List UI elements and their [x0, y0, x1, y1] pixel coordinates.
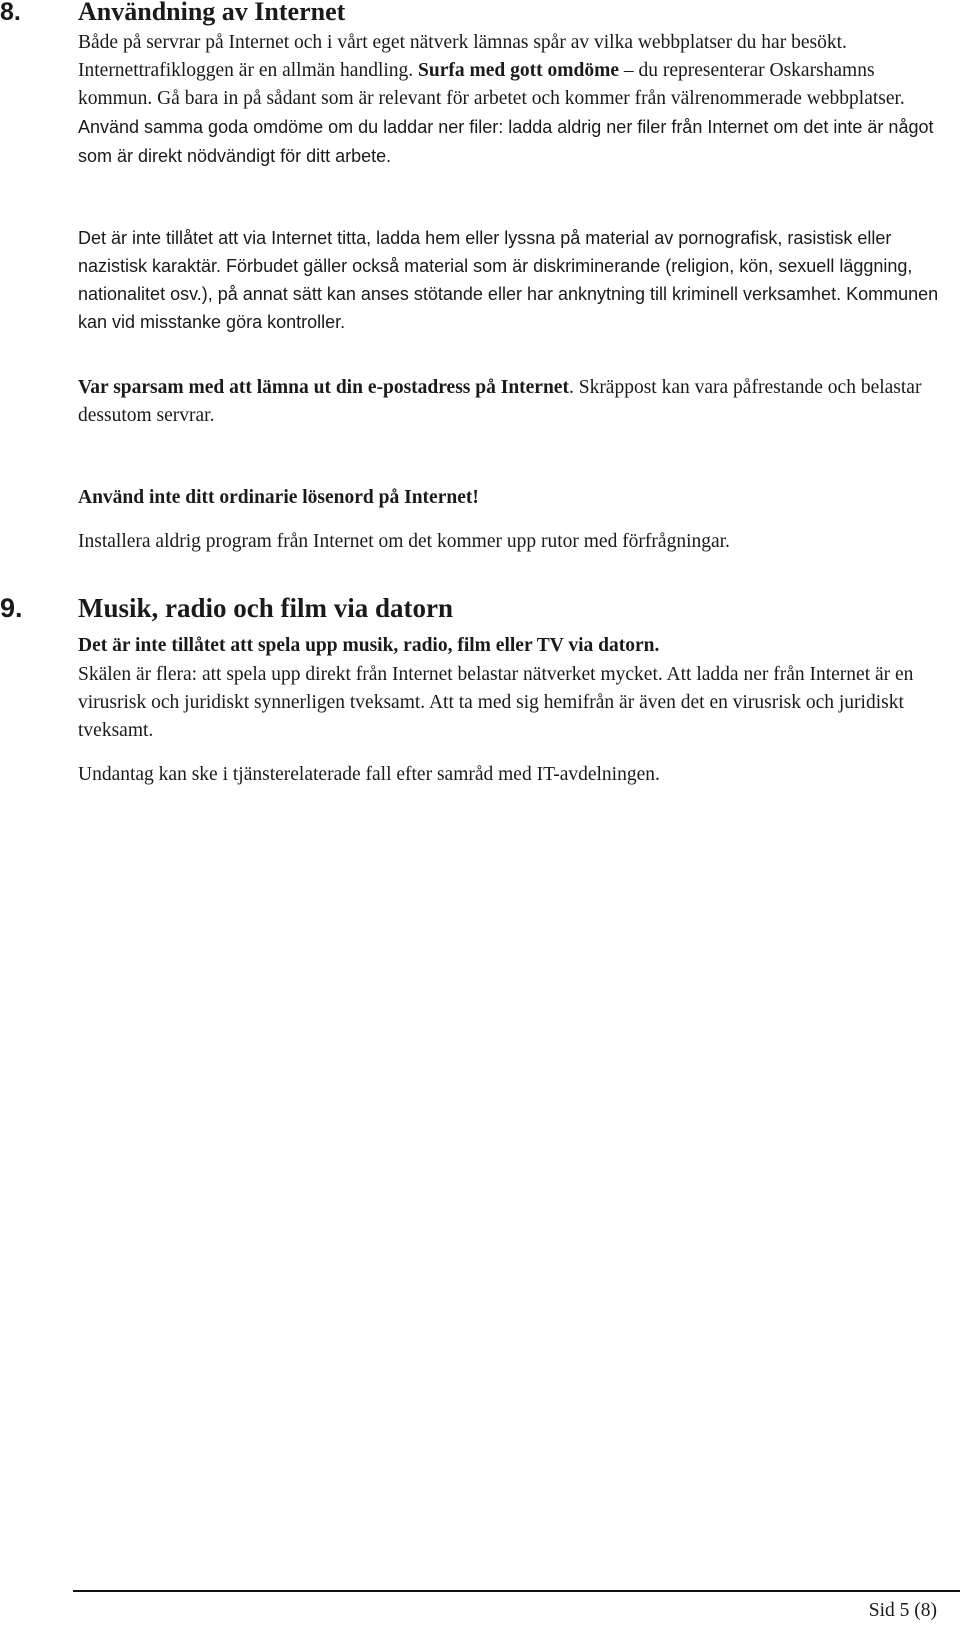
p5-text: Installera aldrig program från Internet om det kommer upp rutor med förfrågningar. [78, 531, 730, 552]
section-9-heading [0, 593, 453, 623]
p1-text-2: – du representerar Oskarshamns kommun. Gå bara in på sådant som är relevant för arbetet och kommer från välrenommerade webbplatser. [78, 60, 905, 109]
p3-bold: Var sparsam med att lämna ut din e-postadress på Internet [78, 377, 569, 398]
section-8-paragraph-3 [78, 374, 948, 430]
section-8-heading [0, 0, 345, 27]
section-9-number: 9. [0, 593, 23, 623]
p1-text-1: Både på servrar på Internet och i vårt eget nätverk lämnas spår av vilka webbplatser du har besökt. Internettrafikloggen är en allmän handling. [78, 32, 847, 81]
section-8-paragraph-5 [78, 528, 948, 556]
section-9-paragraph-1 [78, 632, 948, 660]
s9-p1-bold: Det är inte tillåtet att spela upp musik, radio, film eller TV via datorn. [78, 635, 660, 656]
footer-rule [73, 1590, 960, 1592]
section-9-paragraph-2 [78, 661, 948, 745]
p1-bold: Surfa med gott omdöme [418, 60, 619, 81]
p2-text: Det är inte tillåtet att via Internet titta, ladda hem eller lyssna på material av pornografisk, rasistisk eller nazistisk karaktär. Förbudet gäller också material som är diskriminerande (religion, kön, sexuell läggning, nationalitet osv.), på annat sätt kan anses stötande eller har anknytning till kriminell verksamhet. Kommunen kan vid misstanke göra kontroller. [78, 228, 939, 332]
section-8-paragraph-4 [78, 484, 948, 512]
section-8-title: Användning av Internet [78, 0, 346, 26]
section-9-title: Musik, radio och film via datorn [78, 593, 454, 623]
section-8-paragraph-2 [78, 224, 948, 336]
section-8-number: 8. [0, 0, 21, 26]
p4-bold: Använd inte ditt ordinarie lösenord på Internet! [78, 487, 479, 508]
s9-p3-text: Undantag kan ske i tjänsterelaterade fall efter samråd med IT-avdelningen. [78, 764, 660, 785]
section-9-paragraph-3 [78, 761, 948, 789]
s9-p2-text: Skälen är flera: att spela upp direkt från Internet belastar nätverket mycket. Att ladda ner från Internet är en virusrisk och juridiskt synnerligen tveksamt. Att ta med sig hemifrån är även det en virusrisk och juridiskt tveksamt. [78, 664, 914, 741]
section-8-paragraph-1 [78, 29, 948, 171]
p1-text-3: Använd samma goda omdöme om du laddar ner filer: ladda aldrig ner filer från Internet om det inte är något som är direkt nödvändigt för ditt arbete. [78, 117, 934, 166]
page-number: Sid 5 (8) [868, 1600, 937, 1621]
p3-text: . Skräppost kan vara påfrestande och belastar dessutom servrar. [78, 377, 922, 426]
